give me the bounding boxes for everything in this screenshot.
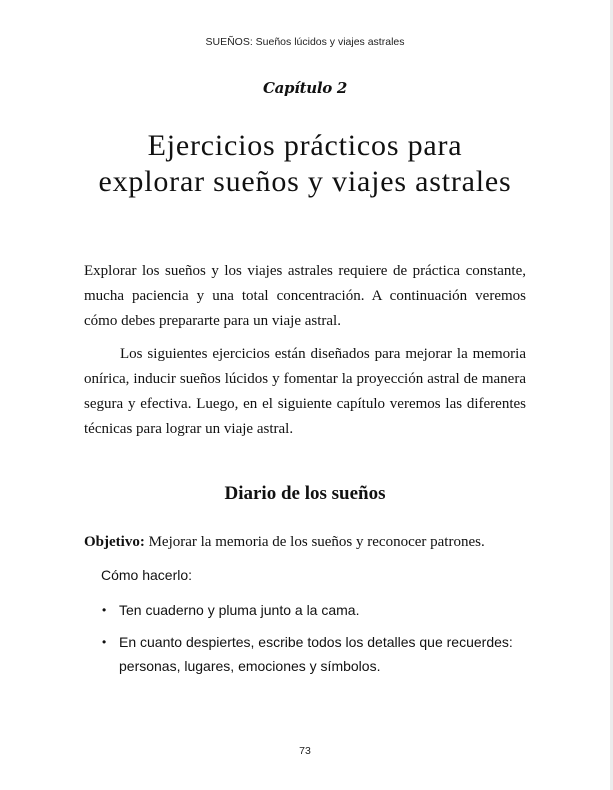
intro-paragraph: Explorar los sueños y los viajes astrales requiere de práctica constante, mucha paciencia y una total concentración. A continuación veremos cómo debes prepararte para un viaje astral.	[84, 263, 526, 329]
bullet-icon: •	[102, 603, 107, 617]
objective-label: Objetivo:	[84, 534, 145, 550]
objective-line	[84, 534, 544, 551]
bullet-icon: •	[102, 635, 107, 649]
section-heading: Diario de los sueños	[224, 483, 386, 504]
objective-text: Mejorar la memoria de los sueños y reconocer patrones.	[144, 534, 485, 550]
list-item	[100, 630, 540, 678]
chapter-title-line-1: Ejercicios prácticos para	[147, 129, 463, 162]
running-header: SUEÑOS: Sueños lúcidos y viajes astrales	[205, 36, 405, 48]
chapter-title	[0, 128, 610, 200]
step-text: En cuanto despiertes, escribe todos los detalles que recuerdes: personas, lugares, emociones y símbolos.	[119, 634, 513, 674]
list-item	[100, 598, 540, 622]
second-paragraph: Los siguientes ejercicios están diseñados para mejorar la memoria onírica, inducir sueños lúcidos y fomentar la proyección astral de manera segura y efectiva. Luego, en el siguiente capítulo veremos las diferentes técnicas para lograr un viaje astral.	[84, 346, 526, 437]
chapter-title-line-2: explorar sueños y viajes astrales	[98, 165, 512, 198]
steps-list	[100, 598, 540, 686]
page-number: 73	[299, 745, 311, 757]
howto-label: Cómo hacerlo:	[101, 567, 193, 583]
chapter-label: Capítulo 2	[262, 79, 348, 97]
step-text: Ten cuaderno y pluma junto a la cama.	[119, 602, 360, 618]
